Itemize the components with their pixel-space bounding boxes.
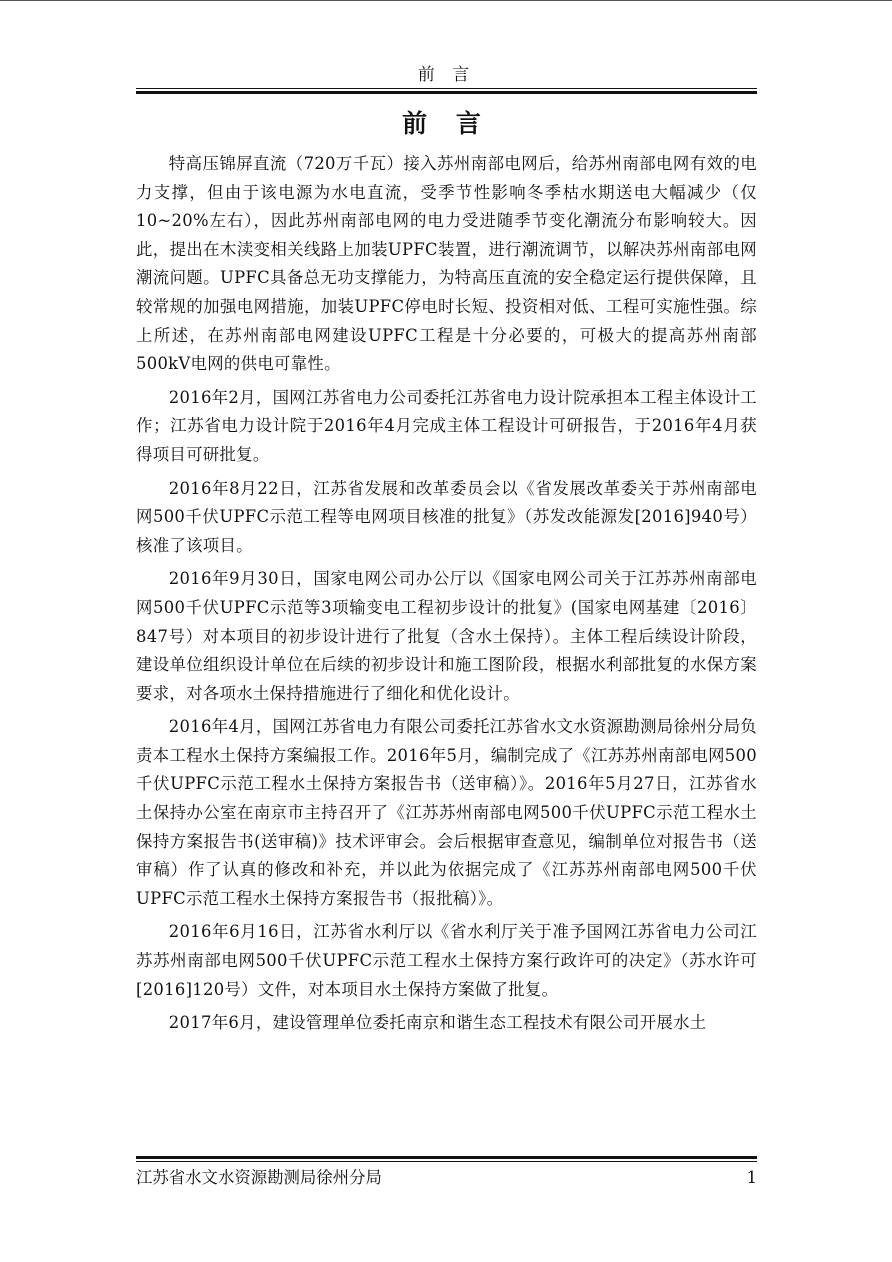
body-text — [136, 150, 757, 1043]
running-header: 前 言 — [417, 65, 476, 85]
header-rule-thin — [136, 88, 757, 89]
footer-rule-thin — [136, 1161, 757, 1162]
page-top-border — [0, 0, 892, 1]
paragraph-4: 2016年9月30日，国家电网公司办公厅以《国家电网公司关于江苏苏州南部电网500千伏UPFC示范等3项输变电工程初步设计的批复》(国家电网基建〔2016〕847号）对本项目的初步设计进行了批复（含水土保持）。主体工程后续设计阶段，建设单位组织设计单位在后续的初步设计和施工图阶段，根据水利部批复的水保方案要求，对各项水土保持措施进行了细化和优化设计。 — [136, 569, 757, 703]
paragraph-7: 2017年6月，建设管理单位委托南京和谐生态工程技术有限公司开展水土 — [168, 1013, 707, 1033]
paragraph-1: 特高压锦屏直流（720万千瓦）接入苏州南部电网后，给苏州南部电网有效的电力支撑，但由于该电源为水电直流，受季节性影响冬季枯水期送电大幅减少（仅10~20%左右），因此苏州南部电网的电力受进随季节变化潮流分布影响较大。因此，提出在木渎变相关线路上加装UPFC装置，进行潮流调节，以解决苏州南部电网潮流问题。UPFC具备总无功支撑能力，为特高压直流的安全稳定运行提供保障，且较常规的加强电网措施，加装UPFC停电时长短、投资相对低、工程可实施性强。综上所述，在苏州南部电网建设UPFC工程是十分必要的，可极大的提高苏州南部500kV电网的供电可靠性。 — [136, 154, 757, 374]
header-rule-thick — [136, 91, 757, 94]
page-number: 1 — [746, 1168, 757, 1187]
footer-rule-thick — [136, 1156, 757, 1159]
paragraph-3: 2016年8月22日，江苏省发展和改革委员会以《省发展改革委关于苏州南部电网500千伏UPFC示范工程等电网项目核准的批复》（苏发改能源发[2016]940号）核准了该项目。 — [136, 478, 757, 555]
footer-organization: 江苏省水文水资源勘测局徐州分局 — [136, 1168, 382, 1187]
document-title: 前 言 — [402, 109, 491, 138]
paragraph-5: 2016年4月，国网江苏省电力有限公司委托江苏省水文水资源勘测局徐州分局负责本工程水土保持方案编报工作。2016年5月，编制完成了《江苏苏州南部电网500千伏UPFC示范工程水土保持方案报告书（送审稿）》。2016年5月27日，江苏省水土保持办公室在南京市主持召开了《江苏苏州南部电网500千伏UPFC示范工程水土保持方案报告书(送审稿)》技术评审会。会后根据审查意见，编制单位对报告书（送审稿）作了认真的修改和补充，并以此为依据完成了《江苏苏州南部电网500千伏UPFC示范工程水土保持方案报告书（报批稿）》。 — [136, 717, 757, 908]
paragraph-6: 2016年6月16日，江苏省水利厅以《省水利厅关于准予国网江苏省电力公司江苏苏州南部电网500千伏UPFC示范工程水土保持方案行政许可的决定》（苏水许可[2016]120号）文件，对本项目水土保持方案做了批复。 — [136, 922, 757, 999]
paragraph-2: 2016年2月，国网江苏省电力公司委托江苏省电力设计院承担本工程主体设计工作；江苏省电力设计院于2016年4月完成主体工程设计可研报告，于2016年4月获得项目可研批复。 — [136, 387, 757, 464]
